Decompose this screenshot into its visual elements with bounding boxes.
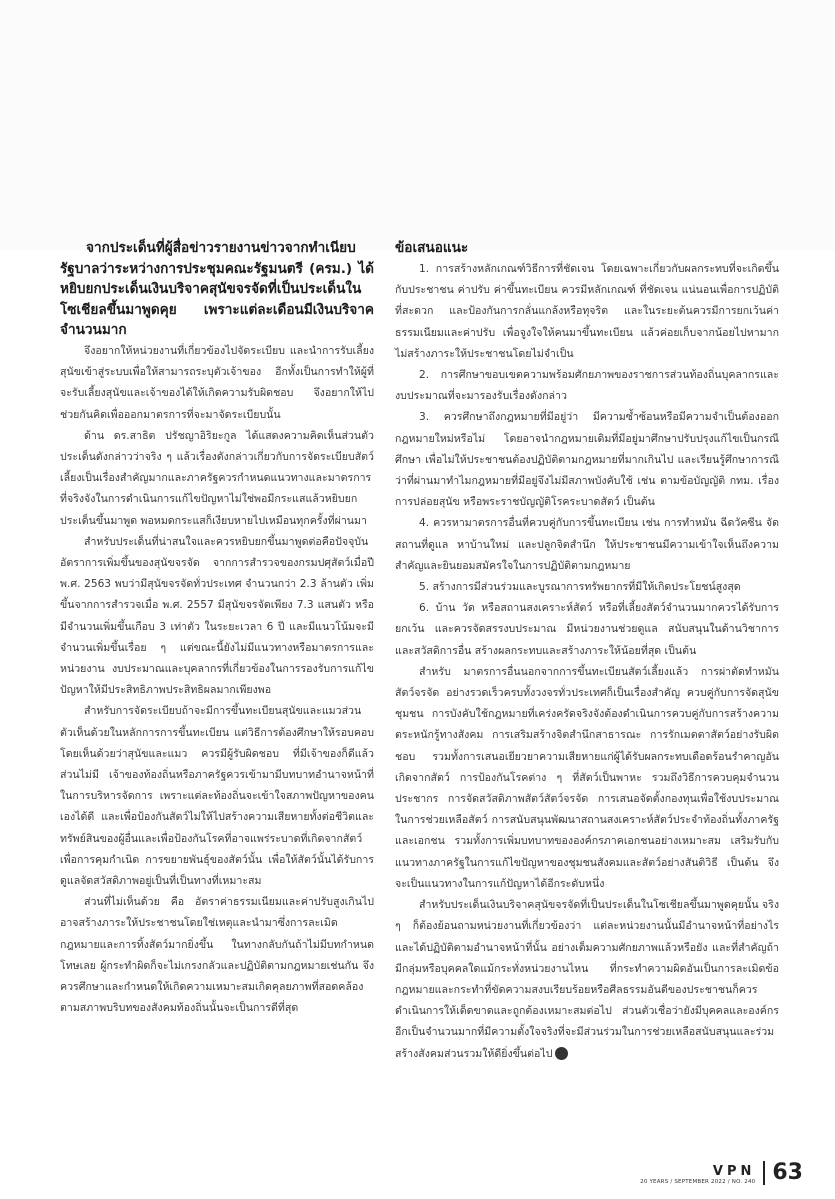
closing-paragraph bbox=[395, 895, 779, 1065]
issue-info: 20 YEARS / SEPTEMBER 2022 / NO. 240 bbox=[640, 1178, 756, 1185]
closing-text: สำหรับประเด็นเงินบริจาคสุนัขจรจัดที่เป็นประเด็นในโซเชียลขึ้นมาพูดคุยนั้น จริง ๆ ก็ต้องย้อนถามหน่วยงานที่เกี่ยวข้องว่า แต่ละหน่วยงานนั้นมีอำนาจหน้าที่อย่างไร และได้ปฏิบัติตามอำนาจหน้าที่นั้น อย่างเต็มความศักยภาพแล้วหรือยัง และที่สำคัญถ้ามีกลุ่มหรือบุคคลใดแม้กระทั่งหน่วยงานไหน ที่กระทำความผิดอันเป็นการละเมิดข้อกฎหมายและกระทำที่ขัดความสงบเรียบร้อยหรือศีลธรรมอันดีของประชาชนก็ควรดำเนินการให้เด็ดขาดและถูกต้องเหมาะสมต่อไป ส่วนตัวเชื่อว่ายังมีบุคคลและองค์กรอีกเป็นจำนวนมากที่มีความตั้งใจจริงที่จะมีส่วนร่วมในการช่วยเหลือสนับสนุนและร่วมสร้างสังคมส่วนรวมให้ดียิ่งขึ้นต่อไป bbox=[395, 899, 780, 1060]
proposal-item: 1. การสร้างหลักเกณฑ์วิธีการที่ชัดเจน โดยเฉพาะเกี่ยวกับผลกระทบที่จะเกิดขึ้นกับประชาชน ค่าปรับ ค่าขึ้นทะเบียน ควรมีหลักเกณฑ์ ที่ชัดเจน แน่นอนเพื่อการปฏิบัติที่สะดวก และป้องกันการกลั่นแกล้งหรือทุจริต และในระยะต้นควรมีการยกเว้นค่าธรรมเนียมและค่าปรับ เพื่อจูงใจให้คนมาขึ้นทะเบียน แล้วค่อยเก็บจากน้อยไปหามากไม่สร้างภาระให้ประชาชนโดยไม่จำเป็น bbox=[395, 263, 779, 360]
vpn-end-badge-icon: VPN bbox=[555, 1047, 568, 1060]
body-paragraph: ด้าน ดร.สาธิต ปรัชญาอิริยะกูล ได้แสดงความคิดเห็นส่วนตัวประเด็นดังกล่าวว่าจริง ๆ แล้วเรื่องดังกล่าวเกี่ยวกับการจัดระเบียบสัตว์เลี้ยงเป็นเรื่องสำคัญมากและภาครัฐควรกำหนดแนวทางและมาตรการที่จริงจังในการดำเนินการแก้ไขปัญหาไม่ใช่พอมีกระแสแล้วหยิบยกประเด็นขึ้นมาพูด พอหมดกระแสก็เงียบหายไปเหมือนทุกครั้งที่ผ่านมา bbox=[60, 429, 374, 527]
body-paragraph: ส่วนที่ไม่เห็นด้วย คือ อัตราค่าธรรมเนียมและค่าปรับสูงเกินไป อาจสร้างภาระให้ประชาชนโดยใช่เหตุและนำมาซึ่งการละเมิดกฎหมายและการทิ้งสัตว์มากยิ่งขึ้น ในทางกลับกันถ้าไม่มีบทกำหนดโทษเลย ผู้กระทำผิดก็จะไม่เกรงกลัวและปฏิบัติตามกฎหมายเช่นกัน จึงควรศึกษาและกำหนดให้เกิดความเหมาะสมเกิดคุลยภาพที่สอดคล้องตามสภาพบริบทของสังคมท้องถิ่นนั้นจะเป็นการดีที่สุด bbox=[60, 896, 374, 1015]
left-column bbox=[60, 238, 374, 1019]
top-blank-area bbox=[0, 0, 835, 250]
proposal-item: 2. การศึกษาขอบเขตความพร้อมศักยภาพของราชการส่วนท้องถิ่นบุคลากรและงบประมาณที่จะมารองรับเรื่องดังกล่าว bbox=[395, 369, 779, 403]
right-column bbox=[395, 238, 779, 1065]
body-paragraph: จึงอยากให้หน่วยงานที่เกี่ยวข้องไปจัดระเบียบ และนำการรับเลี้ยงสุนัขเข้าสู่ระบบเพื่อให้สามารถระบุตัวเจ้าของ อีกทั้งเป็นการทำให้ผู้ที่จะรับเลี้ยงสุนัขและเจ้าของได้ให้เกิดความรับผิดชอบ จึงอยากให้ไปช่วยกันคิดเพื่อออกมาตรการที่จะมาจัดระเบียบนั้น bbox=[60, 344, 374, 421]
proposal-item: 3. ควรศึกษาถึงกฎหมายที่มีอยู่ว่า มีความซ้ำซ้อนหรือมีความจำเป็นต้องออกกฎหมายใหม่หรือไม่ โดยอาจนำกฎหมายเดิมที่มีอยู่มาศึกษาปรับปรุงแก้ไขเป็นกรณีศึกษา เพื่อไม่ให้ประชาชนต้องปฏิบัติตามกฎหมายที่มากเกินไป และเรียนรู้ศึกษาการณีว่าที่ผ่านมาทำไมกฎหมายที่มีอยู่จึงไม่มีสภาพบังคับใช้ เช่น ตามข้อบัญญัติ กทม. เรื่องการปล่อยสุนัข หรือพระราชบัญญัติโรคระบาดสัตว์ เป็นต้น bbox=[395, 411, 779, 509]
footer-divider bbox=[763, 1161, 765, 1185]
proposals-heading: ข้อเสนอแนะ bbox=[395, 240, 469, 256]
proposal-item: 5. สร้างการมีส่วนร่วมและบูรณาการทรัพยากรที่มีให้เกิดประโยชน์สูงสุด bbox=[419, 581, 741, 594]
magazine-name: VPN bbox=[712, 1163, 756, 1179]
magazine-info bbox=[640, 1165, 755, 1186]
body-paragraph: สำหรับประเด็นที่น่าสนใจและควรหยิบยกขึ้นมาพูดต่อคือปัจจุบันอัตราการเพิ่มขึ้นของสุนัขจรจัด จากการสำรวจของกรมปศุสัตว์เมื่อปี พ.ศ. 2563 พบว่ามีสุนัขจรจัดทั่วประเทศ จำนวนกว่า 2.3 ล้านตัว เพิ่มขึ้นจากการสำรวจเมื่อ พ.ศ. 2557 มีสุนัขจรจัดเพียง 7.3 แสนตัว หรือมีจำนวนเพิ่มขึ้นเกือบ 3 เท่าตัว ในระยะเวลา 6 ปี และมีแนวโน้มจะมีจำนวนเพิ่มขึ้นเรื่อย ๆ แต่ขณะนี้ยังไม่มีแนวทางหรือมาตรการและหน่วยงาน งบประมาณและบุคลากรที่เกี่ยวข้องในการรองรับการแก้ไขปัญหาให้มีประสิทธิภาพประสิทธิผลมากเพียงพอ bbox=[60, 535, 374, 697]
article-lead: จากประเด็นที่ผู้สื่อข่าวรายงานข่าวจากทำเนียบรัฐบาลว่าระหว่างการประชุมคณะรัฐมนตรี (ครม.) ได้หยิบยกประเด็นเงินบริจาคสุนัขจรจัดที่เป็นประเด็นในโซเชียลขึ้นมาพูดคุย เพราะแต่ละเดือนมีเงินบริจาคจำนวนมาก bbox=[60, 240, 374, 339]
page-footer bbox=[640, 1155, 803, 1185]
proposal-item: 6. บ้าน วัด หรือสถานสงเคราะห์สัตว์ หรือที่เลี้ยงสัตว์จำนวนมากควรได้รับการยกเว้น และควรจัดสรรงบประมาณ มีหน่วยงานช่วยดูแล สนับสนุนในด้านวิชาการ และสวัสดิการอื่น สร้างผลกระทบและสร้างภาระให้น้อยที่สุด เป็นต้น bbox=[395, 602, 779, 657]
body-paragraph: สำหรับ มาตรการอื่นนอกจากการขึ้นทะเบียนสัตว์เลี้ยงแล้ว การผ่าตัดทำหมันสัตว์จรจัด อย่างรวดเร็วครบทั้งวงจรทั่วประเทศก็เป็นเรื่องสำคัญ ควบคู่กับการจัดสุนัขชุมชน การบังคับใช้กฎหมายที่เคร่งครัดจริงจังต้องดำเนินการควบคู่กับการสร้างความตระหนักรู้ทางสังคม การเสริมสร้างจิตสำนึกสาธารณะ การรักเมตตาสัตว์อย่างรับผิดชอบ รวมทั้งการเสนอเยียวยาความเสียหายแก่ผู้ได้รับผลกระทบเดือดร้อนรำคาญอันเกิดจากสัตว์ การป้องกันโรคต่าง ๆ ที่สัตว์เป็นพาหะ รวมถึงวิธีการควบคุมจำนวนประชากร การจัดสวัสดิภาพสัตว์สัตว์จรจัด การเสนอจัดตั้งกองทุนเพื่อใช้งบประมาณในการช่วยเหลือสัตว์ การสนับสนุนพัฒนาสถานสงเคราะห์สัตว์ประจำท้องถิ่นทั้งภาครัฐและเอกชน รวมทั้งการเพิ่มบทบาทขององค์กรภาคเอกชนอย่างเหมาะสม เสริมรับกับแนวทางภาครัฐในการแก้ไขปัญหาของชุมชนสังคมและสัตว์อย่างสันติวิธี เป็นต้น จึงจะเป็นแนวทางในการแก้ปัญหาได้อีกระดับหนึ่ง bbox=[395, 665, 779, 890]
body-paragraph: สำหรับการจัดระเบียบถ้าจะมีการขึ้นทะเบียนสุนัขและแมวส่วนตัวเห็นด้วยในหลักการการขึ้นทะเบียน แต่วิธีการต้องศึกษาให้รอบคอบ โดยเห็นด้วยว่าสุนัขและแมว ควรมีผู้รับผิดชอบ ที่มีเจ้าของก็ดีแล้ว ส่วนไม่มี เจ้าของท้องถิ่นหรือภาครัฐควรเข้ามามีบทบาทอำนาจหน้าที่ในการบริหารจัดการ เพราะแต่ละท้องถิ่นจะเข้าใจสภาพปัญหาของคนเองได้ดี และเพื่อป้องกันสัตว์ไม่ให้ไปสร้างความเสียหายทั้งต่อชีวิตและทรัพย์สินของผู้อื่นและเพื่อป้องกันโรคที่อาจแพร่ระบาดที่เกิดจากสัตว์ เพื่อการคุมกำเนิด การขยายพันธุ์ของสัตว์นั้น เพื่อให้สัตว์นั้นได้รับการดูแลจัดสวัสดิภาพอยู่เป็นที่เป็นทางที่เหมาะสม bbox=[60, 705, 374, 888]
proposal-item: 4. ควรหามาตรการอื่นที่ควบคู่กับการขึ้นทะเบียน เช่น การทำหมัน ฉีดวัคซีน จัดสถานที่ดูแล หาบ้านใหม่ และปลูกจิตสำนึก ให้ประชาชนมีความเข้าใจเห็นถึงความสำคัญและยินยอมสมัครใจในการปฏิบัติตามกฎหมาย bbox=[395, 517, 779, 572]
page-number: 63 bbox=[772, 1160, 803, 1185]
